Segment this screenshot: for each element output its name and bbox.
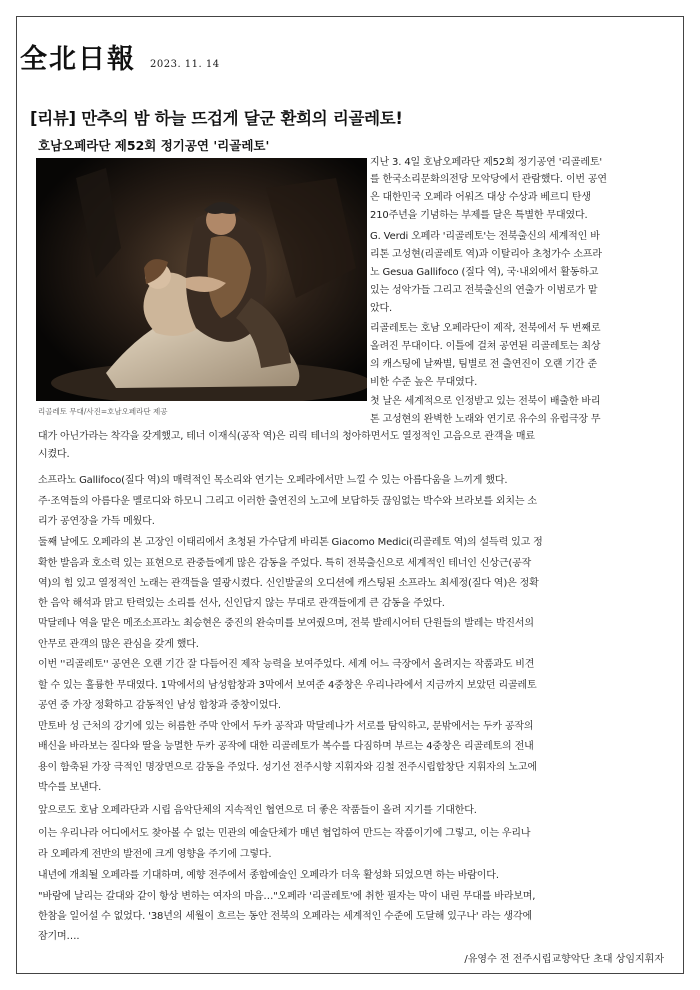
body-line: 의 캐스팅에 날짜별, 팀별로 전 출연진이 오랜 기간 준	[370, 359, 597, 370]
publication-date: 2023. 11. 14	[150, 59, 220, 70]
body-line: 잠기며….	[38, 931, 80, 942]
body-line: 박수를 보낸다.	[38, 782, 102, 793]
body-line: 리톤 고성현(리골레토 역)과 이탈리아 초청가수 소프라	[370, 249, 602, 260]
body-line: 았다.	[370, 303, 393, 314]
body-line: 주·조역들의 아름다운 멜로디와 하모니 그리고 이러한 출연진의 노고에 보답하듯 끊임없는 박수와 브라보를 외치는 소	[38, 496, 537, 507]
body-line: 라 오페라계 전반의 발전에 크게 영향을 주기에 그렇다.	[38, 849, 272, 860]
body-line: 대가 아닌가라는 착각을 갖게했고, 테너 이재식(공작 역)은 리릭 테너의 청아하면서도 열정적인 고음으로 관객을 매료	[38, 431, 535, 442]
body-line: 내년에 개최될 오페라를 기대하며, 예향 전주에서 종합예술인 오페라가 더욱 활성화 되었으면 하는 바람이다.	[38, 870, 499, 881]
body-line: 은 대한민국 오페라 어워즈 대상 수상과 베르디 탄생	[370, 192, 591, 203]
body-line: G. Verdi 오페라 '리골레토'는 전북출신의 세계적인 바	[370, 231, 600, 242]
body-line: 비한 수준 높은 무대였다.	[370, 377, 478, 388]
article-headline: [리뷰] 만추의 밤 하늘 뜨겁게 달군 환희의 리골레토!	[30, 109, 403, 128]
body-line: 앞으로도 호남 오페라단과 시립 음악단체의 지속적인 협연으로 더 좋은 작품들이 올려 지기를 기대한다.	[38, 805, 477, 816]
body-line: 확한 발음과 호소력 있는 표현으로 관중들에게 많은 감동을 주었다. 특히 전북출신으로 세계적인 테너인 신상근(공작	[38, 558, 532, 569]
body-line: 시켰다.	[38, 449, 70, 460]
body-line: 배신을 바라보는 질다와 딸을 능멸한 두카 공작에 대한 리골레토가 복수를 다짐하며 부르는 4중창은 리골레토의 전내	[38, 741, 534, 752]
body-line: 이번 ''리골레토'' 공연은 오랜 기간 잘 다듬어진 제작 능력을 보여주었다. 세계 어느 극장에서 올려지는 작품과도 비견	[38, 659, 535, 670]
masthead	[20, 46, 220, 73]
body-line: 있는 성악가들 그리고 전북출신의 연출가 이범로가 맡	[370, 285, 598, 296]
body-line: 리골레토는 호남 오페라단이 제작, 전북에서 두 번째로	[370, 323, 601, 334]
body-line: "바람에 날리는 갈대와 같이 항상 변하는 여자의 마음…"오페라 '리골레토'에 취한 필자는 막이 내린 무대를 바라보며,	[38, 891, 536, 902]
body-line: 용이 함축된 가장 극적인 명장면으로 감동을 주었다. 성기선 전주시향 지휘자와 김철 전주시립합창단 지휘자의 노고에	[38, 762, 537, 773]
opera-stage-photo	[36, 158, 367, 401]
body-line: 공연 중 가장 정확하고 감동적인 남성 합창과 중창이었다.	[38, 700, 281, 711]
body-line: 둘째 날에도 오페라의 본 고장인 이태리에서 초청된 가수답게 바리톤 Giacomo Medici(리골레토 역)의 설득력 있고 정	[38, 537, 543, 548]
body-line: 안무로 관객의 많은 관심을 갖게 했다.	[38, 639, 199, 650]
body-line: 한 음악 해석과 맑고 탄력있는 소리를 선사, 신인답지 않는 무대로 관객들에게 큰 감동을 주었다.	[38, 598, 445, 609]
body-line: 막달레나 역을 맡은 메조소프라노 최승현은 중진의 완숙미를 보여줬으며, 전북 발레시어터 단원들의 발레는 박진서의	[38, 618, 534, 629]
body-line: 리가 공연장을 가득 메웠다.	[38, 516, 155, 527]
article-subheadline: 호남오페라단 제52회 정기공연 '리골레토'	[38, 138, 270, 153]
photo-caption: 리골레토 무대/사진=호남오페라단 제공	[38, 407, 168, 416]
body-line: 지난 3. 4일 호남오페라단 제52회 정기공연 '리골레토'	[370, 157, 602, 168]
body-line: 소프라노 Gallifoco(질다 역)의 매력적인 목소리와 연기는 오페라에서만 느낄 수 있는 아름다움을 느끼게 했다.	[38, 475, 508, 486]
newspaper-logo: 全北日報	[20, 44, 136, 75]
body-line: 할 수 있는 훌륭한 무대였다. 1막에서의 남성합창과 3막에서 보여준 4중창은 우리나라에서 지금까지 보았던 리골레토	[38, 680, 537, 691]
body-line: 역)의 힘 있고 열정적인 노래는 관객들을 열광시켰다. 신인발굴의 오디션에 캐스팅된 소프라노 최세정(질다 역)은 정확	[38, 578, 539, 589]
author-byline: /유영수 전 전주시립교향악단 초대 상임지휘자	[464, 954, 664, 965]
body-line: 한참을 일어설 수 없었다. '38년의 세월이 흐르는 동안 전북의 오페라는 세계적인 수준에 도달해 있구나' 라는 생각에	[38, 911, 533, 922]
body-line: 를 한국소리문화의전당 모악당에서 관람했다. 이번 공연	[370, 174, 607, 185]
body-line: 올려진 무대이다. 이틀에 걸쳐 공연된 리골레토는 최상	[370, 341, 601, 352]
body-line: 톤 고성현의 완벽한 노래와 연기로 유수의 유럽극장 무	[370, 414, 601, 425]
body-line: 이는 우리나라 어디에서도 찾아볼 수 없는 민관의 예술단체가 매년 협업하여 만드는 작품이기에 그렇고, 이는 우리나	[38, 828, 531, 839]
body-line: 만토바 성 근처의 강기에 있는 허름한 주막 안에서 두카 공작과 막달레나가 서로를 탐익하고, 문밖에서는 두카 공작의	[38, 721, 534, 732]
body-line: 210주년을 기념하는 부제를 달은 특별한 무대였다.	[370, 210, 588, 221]
body-line: 노 Gesua Gallifoco (질다 역), 국·내외에서 활동하고	[370, 267, 599, 278]
body-line: 첫 날은 세계적으로 인정받고 있는 전북이 배출한 바리	[370, 396, 601, 407]
